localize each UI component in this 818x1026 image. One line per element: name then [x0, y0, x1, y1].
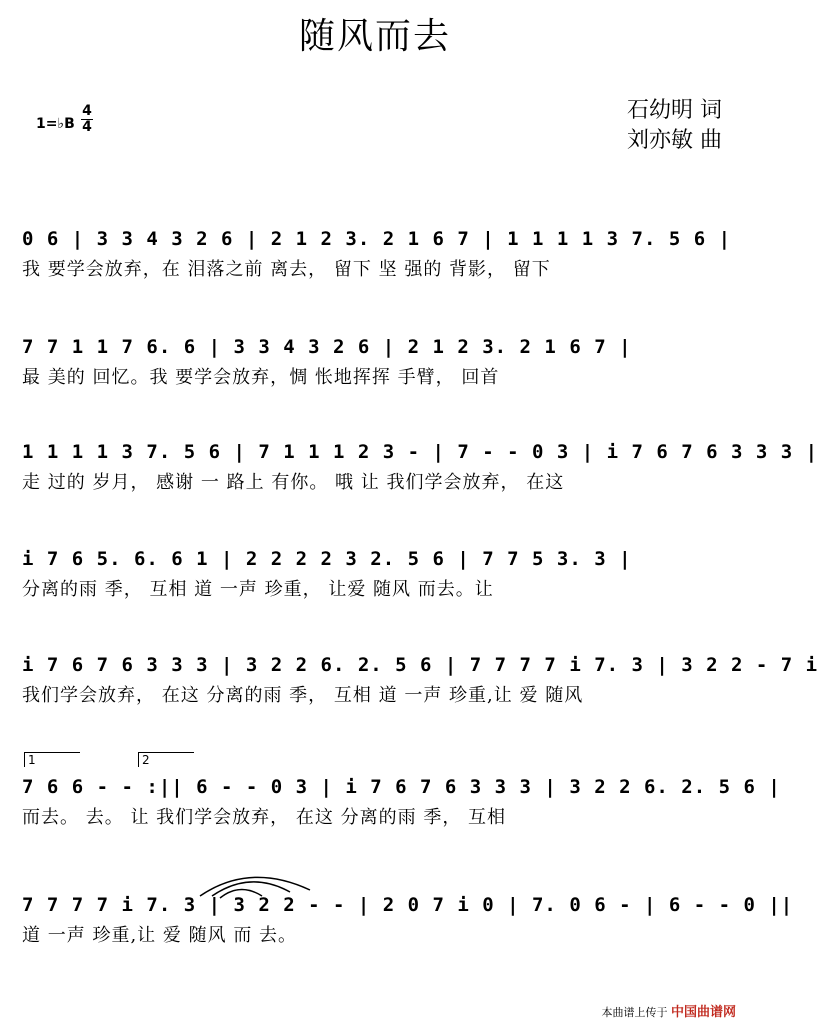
first-ending-bracket: 1 [24, 752, 80, 767]
key-signature: 1=♭B [36, 116, 75, 132]
time-signature [80, 104, 94, 135]
site-logo[interactable]: 中国曲谱网 [670, 1005, 736, 1020]
lyrics-line: 分离的雨 季， 互相 道 一声 珍重， 让爱 随风 而去。让 [22, 579, 494, 600]
footer [601, 1001, 736, 1020]
slur-arc [220, 889, 262, 898]
notation-line: 1 1 1 1 3 7. 5 6 | 7 1 1 1 2 3 - | 7 - - 0 3 | i 7 6 7 6 3 3 3 | [22, 441, 818, 463]
notation-line: i 7 6 7 6 3 3 3 | 3 2 2 6. 2. 5 6 | 7 7 7 7 i 7. 3 | 3 2 2 - 7 i [22, 654, 818, 676]
lyrics-line: 而去。 去。 让 我们学会放弃， 在这 分离的雨 季， 互相 [22, 807, 507, 828]
song-title: 随风而去 [298, 16, 451, 57]
footer-text: 本曲谱上传于 [601, 1006, 668, 1019]
lyrics-line: 我 要学会放弃，在 泪落之前 离去， 留下 坚 强的 背影， 留下 [22, 259, 551, 280]
slur-marks [190, 866, 340, 906]
time-signature-bottom: 4 [82, 119, 92, 135]
score-system-1 [22, 228, 732, 282]
score-system-5 [22, 654, 818, 708]
notation-line: i 7 6 5. 6. 6 1 | 2 2 2 2 3 2. 5 6 | 7 7 5 3. 3 | [22, 548, 632, 570]
time-signature-top: 4 [82, 103, 92, 119]
notation-line: 7 6 6 - - :|| 6 - - 0 3 | i 7 6 7 6 3 3 3 | 3 2 2 6. 2. 5 6 | [22, 776, 781, 798]
score-system-4 [22, 548, 722, 602]
score-system-6 [22, 776, 781, 830]
lyrics-line: 走 过的 岁月， 感谢 一 路上 有你。 哦 让 我们学会放弃， 在这 [22, 472, 565, 493]
credits [627, 96, 722, 156]
score-system-7 [22, 894, 794, 948]
score-system-3 [22, 441, 818, 495]
notation-line: 7 7 7 7 i 7. 3 | 3 2 2 - - | 2 0 7 i 0 | 7. 0 6 - | 6 - - 0 || [22, 894, 794, 916]
notation-line: 0 6 | 3 3 4 3 2 6 | 2 1 2 3. 2 1 6 7 | 1 1 1 1 3 7. 5 6 | [22, 228, 732, 250]
notation-line: 7 7 1 1 7 6. 6 | 3 3 4 3 2 6 | 2 1 2 3. 2 1 6 7 | [22, 336, 632, 358]
lyrics-line: 道 一声 珍重,让 爱 随风 而 去。 [22, 925, 298, 946]
lyrics-line: 我们学会放弃， 在这 分离的雨 季， 互相 道 一声 珍重,让 爱 随风 [22, 685, 584, 706]
composer-credit: 刘亦敏 曲 [627, 128, 722, 153]
lyrics-line: 最 美的 回忆。我 要学会放弃，惆 怅地挥挥 手臂， 回首 [22, 367, 500, 388]
score-system-2 [22, 336, 722, 390]
lyricist-credit: 石幼明 词 [627, 98, 722, 123]
second-ending-bracket: 2 [138, 752, 194, 767]
